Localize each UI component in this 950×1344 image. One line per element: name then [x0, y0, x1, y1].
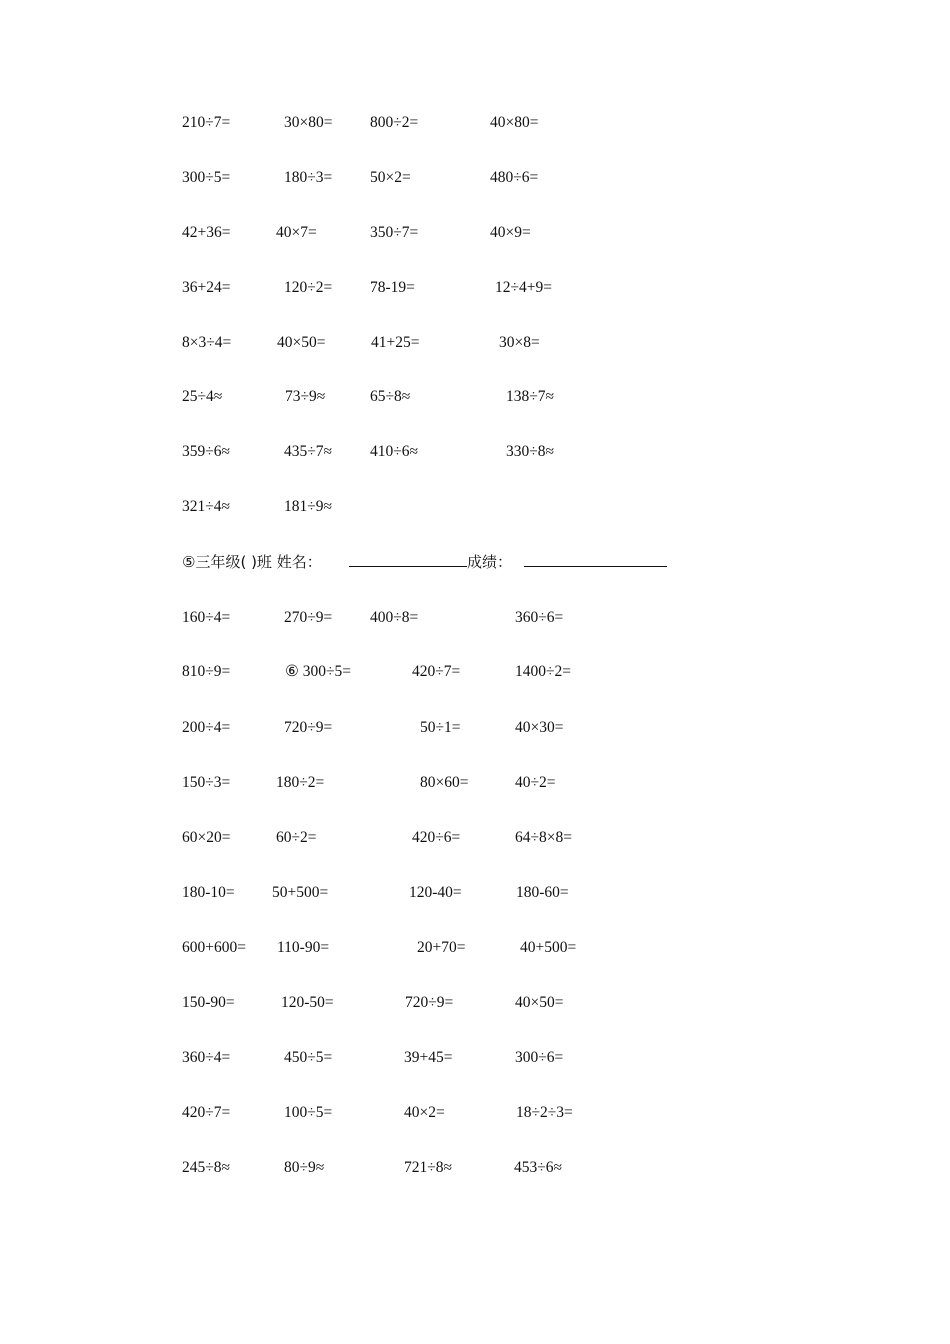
problem: 180÷3=: [284, 169, 333, 186]
problem: 40×9=: [490, 224, 531, 241]
problem-row: [0, 607, 950, 629]
problem-row: [0, 882, 950, 904]
problem: 150-90=: [182, 994, 235, 1011]
problem: 8×3÷4=: [182, 334, 232, 351]
problem-row: [0, 277, 950, 299]
problem: 245÷8≈: [182, 1159, 231, 1176]
problem-row: [0, 717, 950, 739]
problem-row: [0, 332, 950, 354]
problem: 150÷3=: [182, 774, 231, 791]
problem-row: [0, 992, 950, 1014]
problem: 480÷6=: [490, 169, 539, 186]
problem: 65÷8≈: [370, 388, 411, 405]
problem: 120-50=: [281, 994, 334, 1011]
problem: 42+36=: [182, 224, 231, 241]
problem: 350÷7=: [370, 224, 419, 241]
problem: 40×50=: [277, 334, 326, 351]
problem: 360÷6=: [515, 609, 564, 626]
problem: 600+600=: [182, 939, 246, 956]
class-name-label: ⑤三年级( )班 姓名：: [182, 553, 322, 571]
problem: 12÷4+9=: [495, 279, 552, 296]
problem: 30×80=: [284, 114, 333, 131]
problem-row: [0, 1102, 950, 1124]
problem: 721÷8≈: [404, 1159, 453, 1176]
problem: 138÷7≈: [506, 388, 555, 405]
worksheet-header: [0, 551, 950, 573]
problem: 120-40=: [409, 884, 462, 901]
problem-row: [0, 827, 950, 849]
problem: 270÷9=: [284, 609, 333, 626]
problem: 20+70=: [417, 939, 466, 956]
problem: 410÷6≈: [370, 443, 419, 460]
problem: 330÷8≈: [506, 443, 555, 460]
problem-row: [0, 772, 950, 794]
problem: 200÷4=: [182, 719, 231, 736]
problem: 180÷2=: [276, 774, 325, 791]
problem: 39+45=: [404, 1049, 453, 1066]
problem: 180-60=: [516, 884, 569, 901]
problem: 160÷4=: [182, 609, 231, 626]
problem: 100÷5=: [284, 1104, 333, 1121]
problem-row: [0, 167, 950, 189]
problem: 420÷6=: [412, 829, 461, 846]
problem: 60÷2=: [276, 829, 317, 846]
problem-row: [0, 1047, 950, 1069]
problem: 210÷7=: [182, 114, 231, 131]
problem: 720÷9=: [405, 994, 454, 1011]
problem: 181÷9≈: [284, 498, 333, 515]
problem: 420÷7=: [412, 663, 461, 680]
problem: 60×20=: [182, 829, 231, 846]
problem: 120÷2=: [284, 279, 333, 296]
problem: 25÷4≈: [182, 388, 223, 405]
problem: 40×30=: [515, 719, 564, 736]
problem: 40×7=: [276, 224, 317, 241]
problem-row: [0, 441, 950, 463]
problem: 78-19=: [370, 279, 415, 296]
problem: 30×8=: [499, 334, 540, 351]
problem: 321÷4≈: [182, 498, 231, 515]
problem: 720÷9=: [284, 719, 333, 736]
problem: 800÷2=: [370, 114, 419, 131]
problem: 453÷6≈: [514, 1159, 563, 1176]
problem: 360÷4=: [182, 1049, 231, 1066]
problem: 40×80=: [490, 114, 539, 131]
problem: 40+500=: [520, 939, 577, 956]
problem: 50+500=: [272, 884, 329, 901]
problem: 40×50=: [515, 994, 564, 1011]
problem: 18÷2÷3=: [516, 1104, 573, 1121]
problem-row: [0, 222, 950, 244]
problem: 80÷9≈: [284, 1159, 325, 1176]
problem-row: [0, 1157, 950, 1179]
problem-row: [0, 661, 950, 683]
problem-row: [0, 386, 950, 408]
problem: ⑥ 300÷5=: [285, 663, 352, 680]
problem: 64÷8×8=: [515, 829, 572, 846]
problem: 180-10=: [182, 884, 235, 901]
problem: 36+24=: [182, 279, 231, 296]
problem: 50×2=: [370, 169, 411, 186]
score-blank: [524, 551, 667, 573]
problem: 300÷5=: [182, 169, 231, 186]
problem: 435÷7≈: [284, 443, 333, 460]
problem: 300÷6=: [515, 1049, 564, 1066]
problem: 41+25=: [371, 334, 420, 351]
problem: 1400÷2=: [515, 663, 571, 680]
problem: 73÷9≈: [285, 388, 326, 405]
problem: 40÷2=: [515, 774, 556, 791]
problem: 810÷9=: [182, 663, 231, 680]
problem: 80×60=: [420, 774, 469, 791]
problem: 50÷1=: [420, 719, 461, 736]
problem-row: [0, 112, 950, 134]
name-blank: [349, 551, 467, 573]
problem: 400÷8=: [370, 609, 419, 626]
problem: 40×2=: [404, 1104, 445, 1121]
problem-row: [0, 496, 950, 518]
problem: 450÷5=: [284, 1049, 333, 1066]
problem: 359÷6≈: [182, 443, 231, 460]
problem-row: [0, 937, 950, 959]
problem: 420÷7=: [182, 1104, 231, 1121]
problem: 110-90=: [277, 939, 330, 956]
score-label: 成绩：: [467, 553, 513, 571]
